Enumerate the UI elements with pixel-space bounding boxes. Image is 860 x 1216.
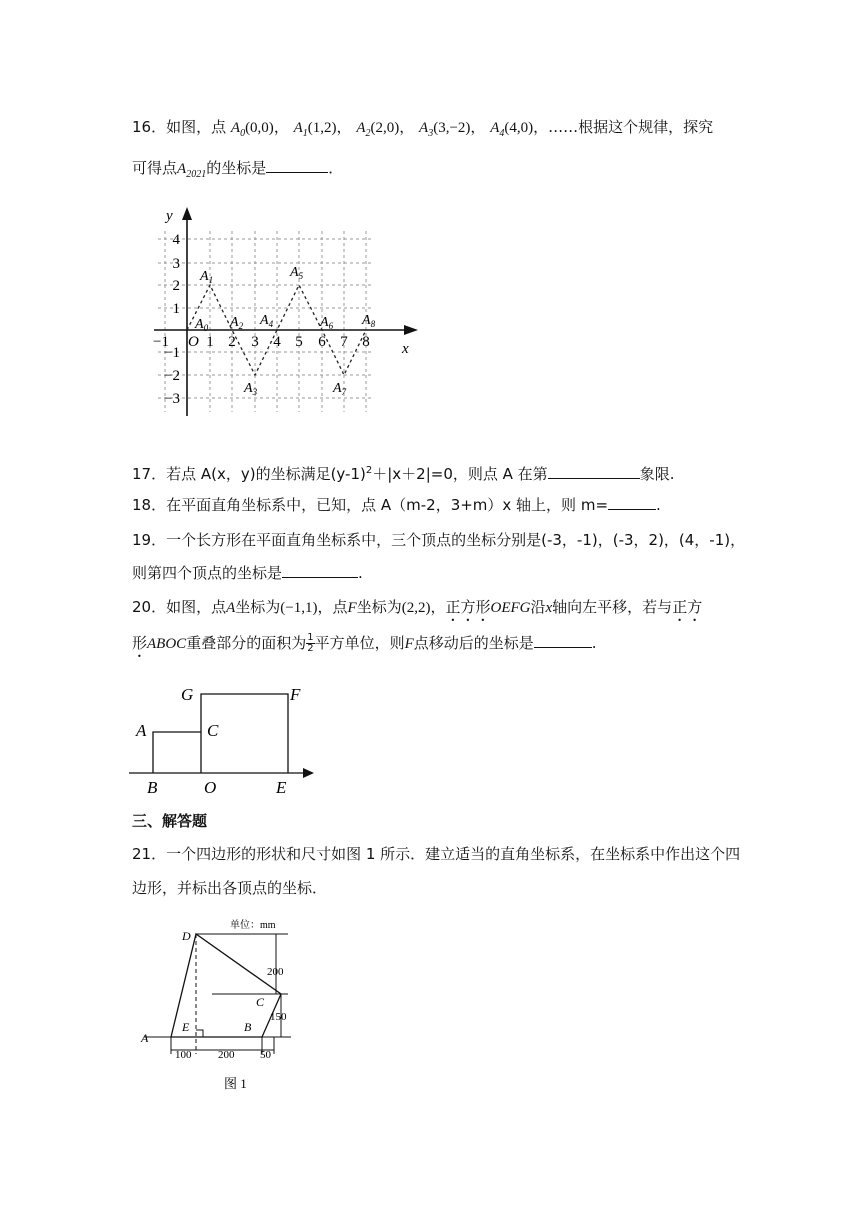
point-label-a7: $A_7$ [333,381,347,397]
answer-blank-16[interactable] [266,157,328,173]
q21-line1: 21．一个四边形的形状和尺寸如图 1 所示．建立适当的直角坐标系，在坐标系中作出这个四 [132,845,741,863]
label-a: A [141,1031,149,1045]
right-angle-mark [196,1030,203,1037]
square-aboc [153,732,201,773]
y-tick: −1 [164,345,180,361]
dim-label: 200 [267,966,284,978]
q17: 17．若点 A(x，y)的坐标满足$(y-1)^2+|x+2|=0$，则点 A 在第 象限. [132,465,675,483]
x-tick: 1 [206,334,214,350]
point-label-a5: $A_5$ [290,265,304,281]
label-g: G [181,685,194,704]
point-label-a1: $A_1$ [200,269,214,285]
y-axis-label: y [166,208,173,224]
q20-line2: 形ABOC重叠部分的面积为 $\frac{1}{2}$ 平方单位，则F点移动后的坐标是 . [132,632,597,654]
y-tick: −2 [164,368,180,384]
point-label-a8: $A_8$ [362,313,376,329]
q20-line1: 20．如图，点A坐标为(−1,1)，点F坐标为(2,2)，正方形OEFG沿x轴向左平移，若与正方 [132,598,703,616]
label-a: A [136,721,147,740]
q19-line1: 19．一个长方形在平面直角坐标系中，三个顶点的坐标分别是(-3，-1)，(-3，2)，(4，-1)， [132,531,746,549]
y-tick: 3 [172,256,180,272]
q16-line1: 16．如图，点 $A_0(0,0)$， $A_1(1,2)$， $A_2(2,0)$， $A_3(3,-2)$， $A_4(4,0)$，……根据这个规律，探究 [132,118,714,139]
answer-blank-19[interactable] [282,562,358,578]
q16-line2: 可得点$A_{2021}$的坐标是 ． [132,159,344,180]
x-tick: 5 [295,334,303,350]
fraction-one-half: $\frac{1}{2}$ [307,632,314,654]
label-b: B [147,778,158,797]
label-d: D [182,929,191,943]
y-tick: 1 [172,301,180,317]
dim-label: 50 [260,1049,271,1061]
label-c: C [256,995,265,1009]
dim-label: 150 [270,1011,287,1023]
x-axis-arrow-icon [404,325,418,335]
answer-blank-20[interactable] [534,632,592,648]
x-tick: 4 [273,334,281,350]
point-label-a2: $A_2$ [230,315,244,331]
label-f: F [290,685,301,704]
x-tick: 8 [362,334,370,350]
figure-caption: 图 1 [224,1076,247,1091]
x-tick: −1 [153,334,169,350]
x-axis-arrow-icon [303,768,314,778]
point-label-a4: $A_4$ [260,313,274,329]
origin-label: O [188,334,199,350]
axes [154,214,410,416]
dim-label: 200 [218,1049,235,1061]
x-tick: 7 [340,334,348,350]
label-e: E [182,1020,190,1034]
figure-16-graph [140,204,430,424]
point-label-a0: $A_0$ [195,317,209,333]
y-tick: −3 [164,391,180,407]
unit-label: 单位：mm [230,920,276,931]
label-b: B [244,1020,252,1034]
x-tick: 6 [318,334,326,350]
q18: 18．在平面直角坐标系中，已知，点 A（m-2，3+m）x 轴上，则 m= . [132,496,661,514]
dim-label: 100 [175,1049,192,1061]
answer-blank-17[interactable] [548,463,640,479]
q21-line2: 边形，并标出各顶点的坐标． [132,879,328,897]
label-e: E [276,778,287,797]
point-label-a3: $A_3$ [244,381,258,397]
x-tick: 2 [228,334,236,350]
q19-line2: 则第四个顶点的坐标是 . [132,564,363,582]
point-label-a6: $A_6$ [320,315,334,331]
answer-blank-18[interactable] [608,494,656,510]
y-tick: 2 [172,278,180,294]
section-title: 三、解答题 [132,812,208,830]
label-c: C [207,721,219,740]
x-tick: 3 [251,334,259,350]
label-o: O [204,778,217,797]
x-axis-label: x [402,341,409,357]
figure-21-quadrilateral [136,914,316,1094]
y-axis-arrow-icon [182,207,192,220]
y-tick: 4 [172,232,180,248]
figure-20-squares [124,676,324,800]
